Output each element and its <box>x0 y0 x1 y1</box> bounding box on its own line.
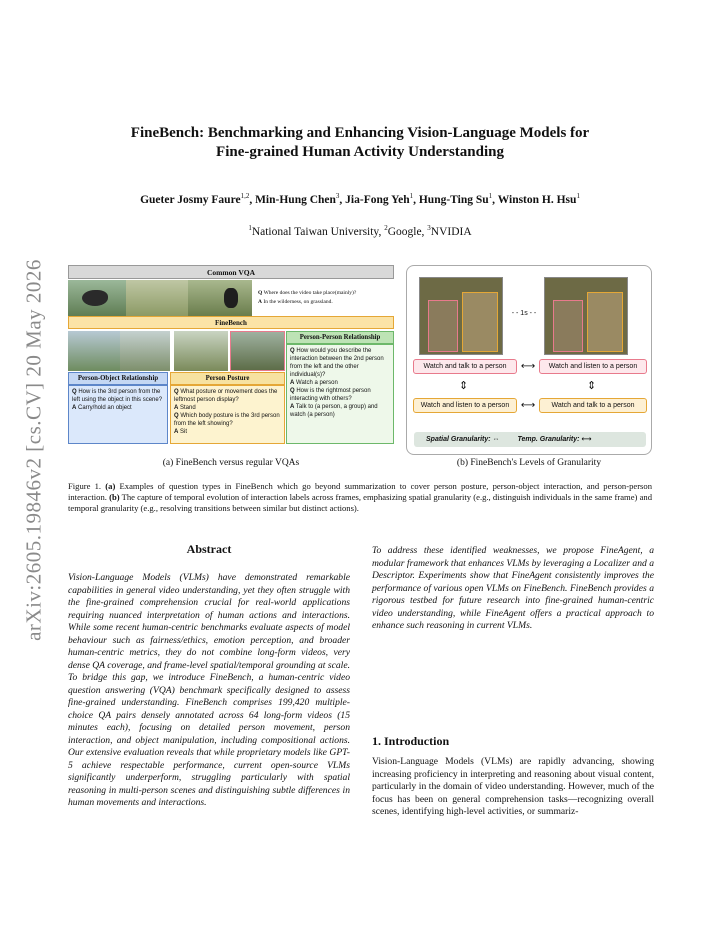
bird-video-frame-3 <box>188 280 252 316</box>
label-right-top: Watch and listen to a person <box>539 359 647 374</box>
por-header: Person-Object Relationship <box>68 372 168 385</box>
figure-1b <box>406 265 652 455</box>
granularity-legend: Spatial Granularity: ⇔ Temp. Granularity: ⟷ <box>414 432 646 447</box>
abstract-right: To address these identified weaknesses, we propose FineAgent, a modular framework that enhances VLMs by leveraging a Localizer and a Descriptor. Experiments show that FineAgent consistently improves the performance of various open VLMs on FineBench. FineBench provides a rigorous testbed for future research into fine-grained human-centric video understanding, while FineAgent offers a practical approach to enhance such reasoning in current VLMs. <box>372 545 654 631</box>
bird-video-frame-2 <box>126 280 188 316</box>
label-right-bottom: Watch and talk to a person <box>539 398 647 413</box>
bird-video-frame-1 <box>68 280 126 316</box>
author: Gueter Josmy Faure$^{1,2}$ <box>140 192 250 206</box>
person-video-frame-2 <box>120 331 170 371</box>
figure-1a <box>68 265 394 455</box>
paper-title: FineBench: Benchmarking and Enhancing Vision-Language Models for Fine-grained Human Activity Understanding <box>130 125 590 160</box>
common-vqa-header: Common VQA <box>68 265 394 279</box>
video-frame-right <box>544 277 628 355</box>
figure-1a-caption: (a) FineBench versus regular VQAs <box>162 458 300 468</box>
abstract-left: Vision-Language Models (VLMs) have demonstrated remarkable capabilities in general video understanding, yet they often struggle with the fine-grained comprehension crucial for real-world applications requiring nuanced interpretation of human actions and interactions. While some recent human-centric benchmarks evaluate aspects of model behaviour such as fairness/ethics, emotion perception, and broader human-centric metrics, they do not combine long-form videos, very dense QA coverage, and frame-level spatial/temporal grounding at scale. To bridge this gap, we introduce FineBench, a human-centric video question answering (VQA) benchmark specifically designed to assess fine-grained understanding. FineBench comprises 199,420 multiple-choice QA pairs densely annotated across 64 long-form videos (15 minutes each), focusing on detailed person movement, person interaction, and object manipulation, including compositional actions. Our extensive evaluation reveals that while proprietary models like GPT-5 achieve respectable performance, current open-source VLMs significantly underperform, struggling particularly with spatial reasoning in multi-person scenes and distinguishing subtle differences in human movements and interactions. <box>68 572 350 808</box>
affiliations: $^1$National Taiwan University, $^2$Google, $^3$NVIDIA <box>248 224 472 238</box>
vertical-arrow-icon: ⇕ <box>459 380 469 392</box>
double-arrow-icon: ⟷ <box>520 361 536 372</box>
time-gap-label: - - 1s - - <box>511 310 537 317</box>
abstract-heading: Abstract <box>186 542 232 556</box>
finebench-header: FineBench <box>68 316 394 329</box>
ppr-qa-box: Q How would you describe the interaction between the 2nd person from the left and the other individual(s)? A Watch a person Q How is the rightmost person interacting with others? A Talk to (a person, a group) and watch (a person) <box>286 344 394 444</box>
intro-heading: 1. Introduction <box>372 734 450 748</box>
arxiv-stamp: arXiv:2605.19846v2 [cs.CV] 20 May 2026 <box>21 259 46 641</box>
label-left-bottom: Watch and listen to a person <box>413 398 517 413</box>
common-vqa-qa: Q Where does the video take place(mainly)? A In the wilderness, on grassland. <box>258 290 357 305</box>
figure-1b-caption: (b) FineBench's Levels of Granularity <box>456 458 602 468</box>
ppr-header: Person-Person Relationship <box>286 331 394 344</box>
author: Hung-Ting Su$^1$ <box>418 192 493 206</box>
intro-text: Vision-Language Models (VLMs) are rapidly advancing, showing increasing proficiency in interpreting and reasoning about visual content, particularly in the domain of video understanding. However, much of the focus has been on general comprehension tasks—recognizing overall scenes, identifying high-level activities, or summariz- <box>372 756 654 817</box>
label-left-top: Watch and talk to a person <box>413 359 517 374</box>
person-video-frame-3 <box>174 331 228 371</box>
video-frame-left <box>419 277 503 355</box>
double-arrow-icon: ⟷ <box>520 400 536 411</box>
person-video-frame-4 <box>230 331 285 371</box>
por-qa-box: Q How is the 3rd person from the left using the object in this scene? A Carry/hold an object <box>68 385 168 444</box>
author: Winston H. Hsu$^1$ <box>497 192 580 206</box>
person-video-frame-1 <box>68 331 120 371</box>
figure-caption: Figure 1. (a) Examples of question types in FineBench which go beyond summarization to cover person posture, person-object interaction, and person-person interaction. (b) The capture of temporal evolution of interaction labels across frames, emphasizing spatial granularity (e.g., distinguish individuals in the same frame) and temporal granularity (e.g., resolving transitions between similar but distinct actions). <box>68 481 652 513</box>
author: Jia-Fong Yeh$^1$ <box>345 192 414 206</box>
author: Min-Hung Chen$^3$ <box>255 192 340 206</box>
pp-qa-box: Q What posture or movement does the leftmost person display? A Stand Q Which body posture is the 3rd person from the left showing? A Sit <box>170 385 285 444</box>
vertical-arrow-icon: ⇕ <box>587 380 597 392</box>
author-list: Gueter Josmy Faure$^{1,2}$, Min-Hung Chen$^3$, Jia-Fong Yeh$^1$, Hung-Ting Su$^1$, Winston H. Hsu$^1$ <box>140 192 580 206</box>
pp-header: Person Posture <box>170 372 285 385</box>
